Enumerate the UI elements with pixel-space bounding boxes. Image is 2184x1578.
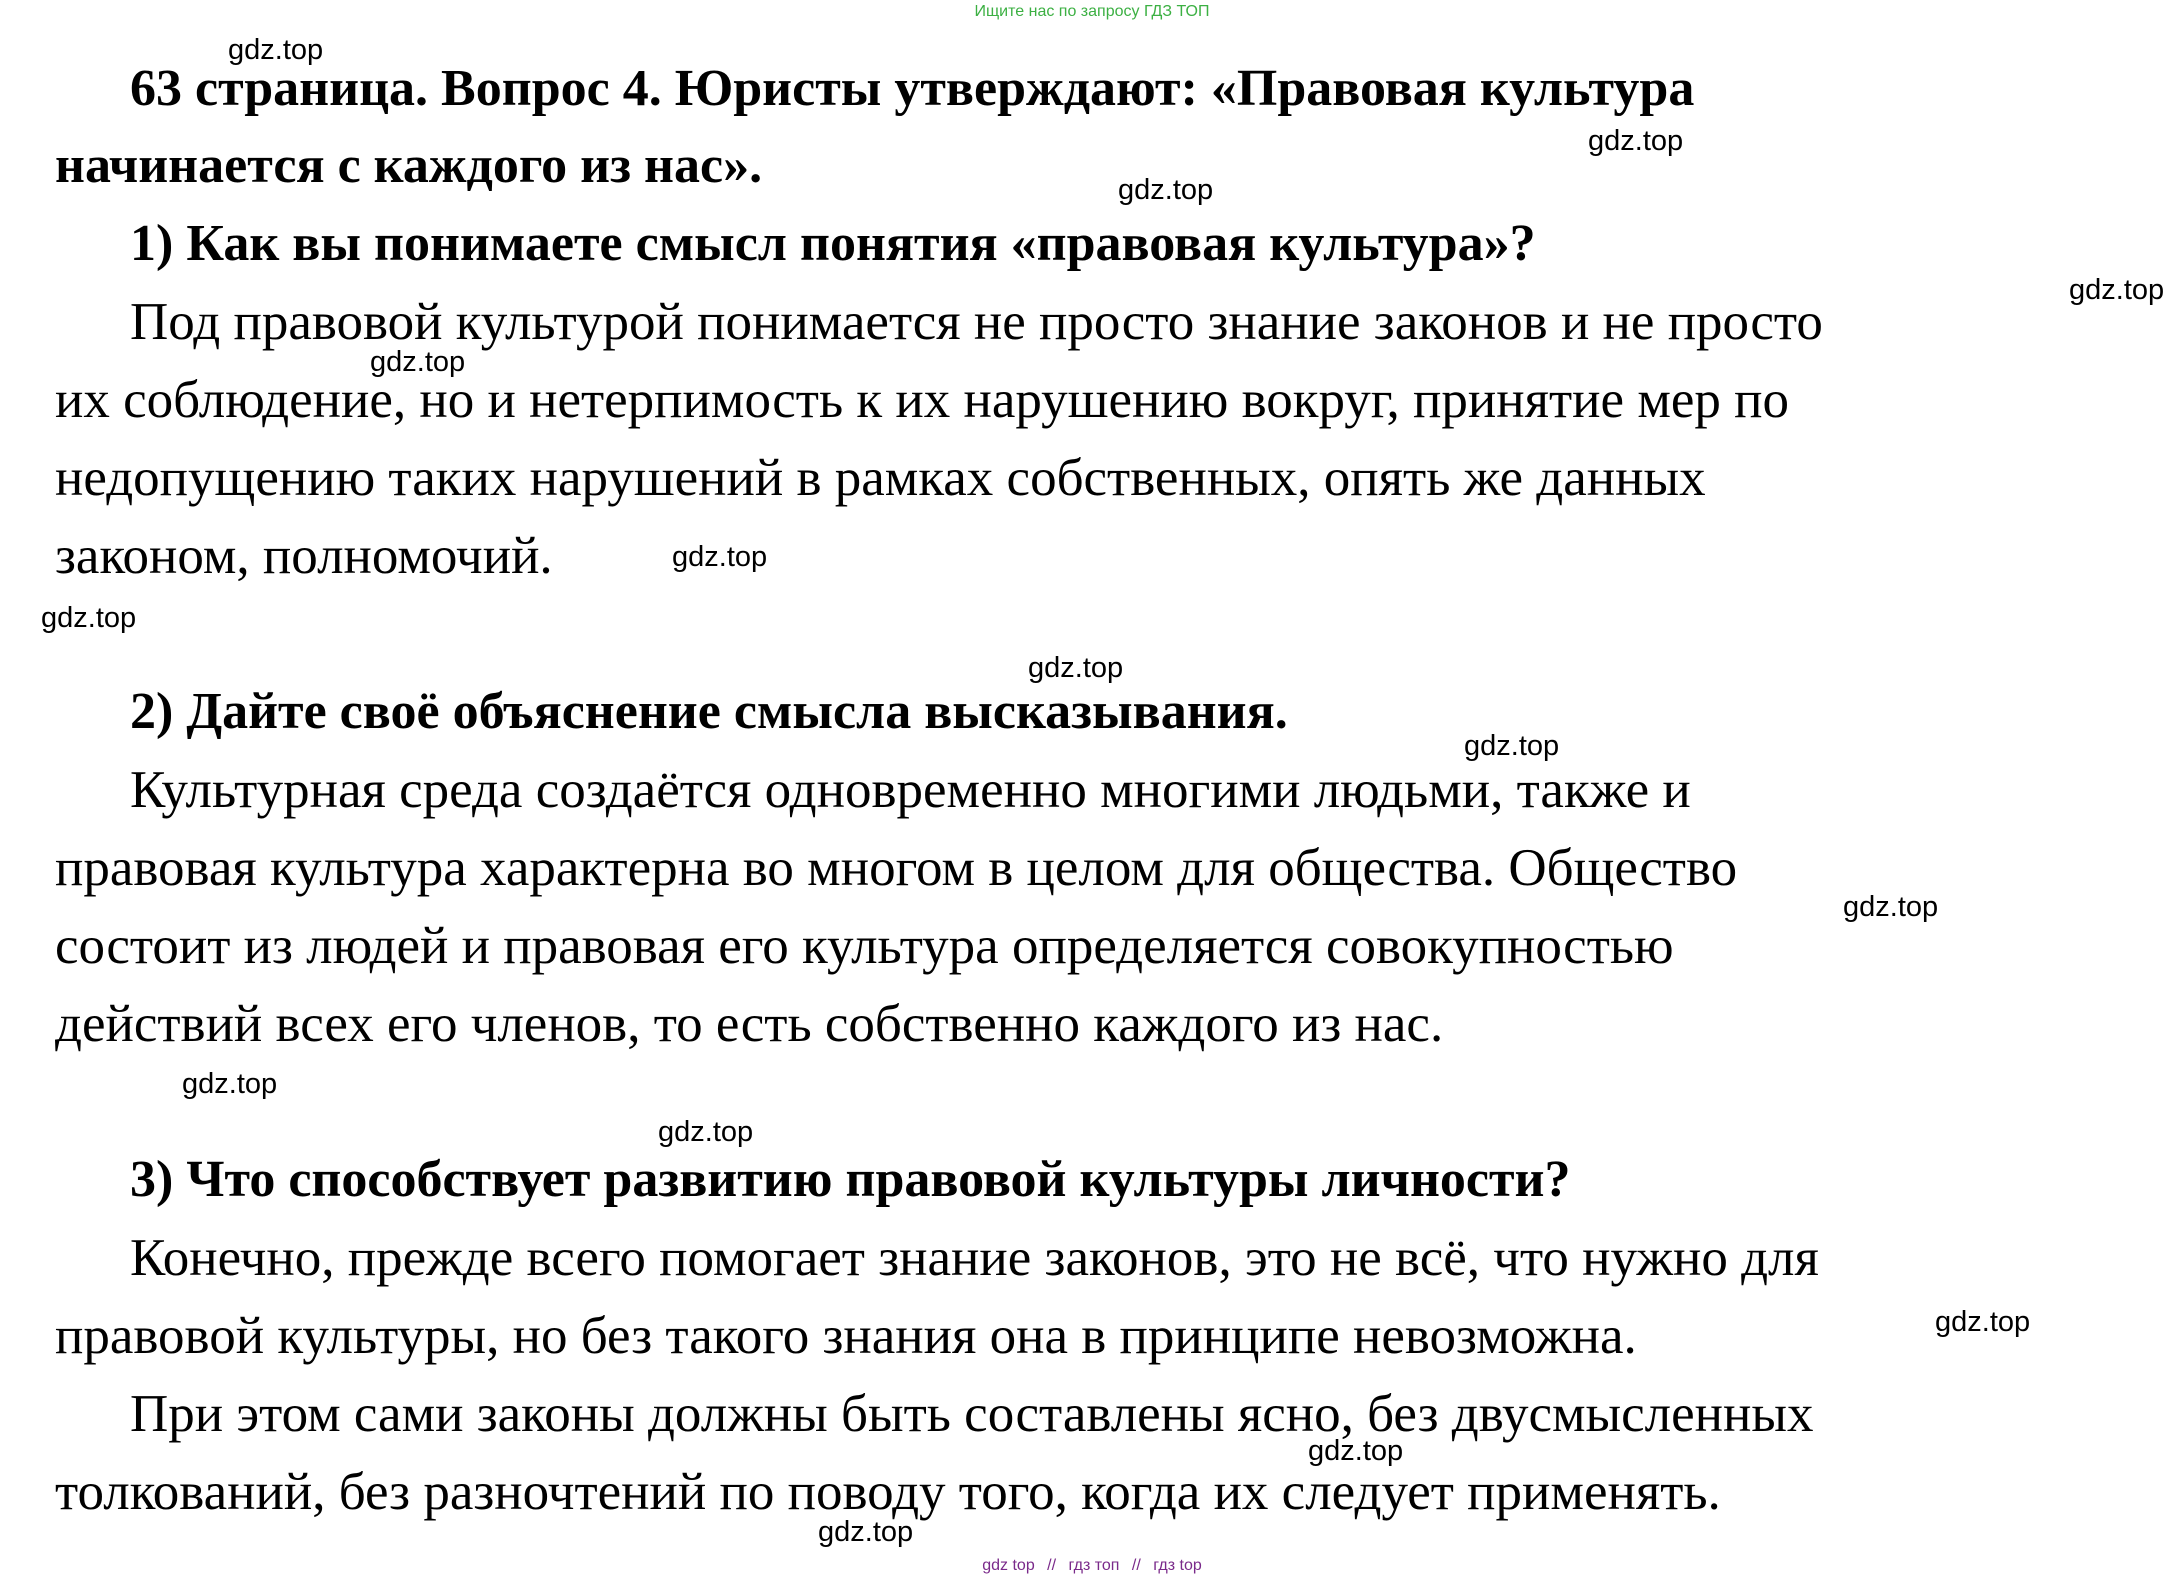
- question-1: 1) Как вы понимаете смысл понятия «правовая культура»?: [130, 215, 1536, 272]
- answer-3-line-2: правовой культуры, но без такого знания она в принципе невозможна.: [55, 1307, 1637, 1365]
- watermark: gdz.top: [2069, 274, 2165, 306]
- top-banner: Ищите нас по запросу ГДЗ ТОП: [974, 3, 1210, 20]
- watermark: gdz.top: [1843, 891, 1939, 923]
- footer-links: [0, 1556, 2184, 1576]
- watermark: gdz.top: [228, 34, 324, 66]
- answer-1-line-2: их соблюдение, но и нетерпимость к их нарушению вокруг, принятие мер по: [55, 371, 1789, 429]
- watermark: gdz.top: [1464, 730, 1560, 762]
- watermark: gdz.top: [1028, 652, 1124, 684]
- footer-separator: //: [1131, 1557, 1141, 1574]
- answer-2-line-2: правовая культура характерна во многом в целом для общества. Общество: [55, 839, 1738, 897]
- watermark: gdz.top: [1588, 125, 1684, 157]
- answer-1-line-3: недопущению таких нарушений в рамках собственных, опять же данных: [55, 449, 1706, 507]
- question-3: 3) Что способствует развитию правовой культуры личности?: [130, 1151, 1571, 1208]
- question-2: 2) Дайте своё объяснение смысла высказывания.: [130, 683, 1288, 740]
- watermark: gdz.top: [1935, 1306, 2031, 1338]
- watermark: gdz.top: [182, 1068, 278, 1100]
- page-heading-line-1: 63 страница. Вопрос 4. Юристы утверждают: «Правовая культура: [130, 60, 1695, 117]
- answer-3-line-4: толкований, без разночтений по поводу того, когда их следует применять.: [55, 1463, 1721, 1521]
- answer-1-line-1: Под правовой культурой понимается не просто знание законов и не просто: [130, 293, 1823, 351]
- watermark: gdz.top: [1308, 1435, 1404, 1467]
- watermark: gdz.top: [672, 541, 768, 573]
- footer-separator: //: [1047, 1557, 1057, 1574]
- footer-link-3[interactable]: гдз top: [1153, 1557, 1202, 1574]
- answer-2-line-1: Культурная среда создаётся одновременно многими людьми, также и: [130, 761, 1691, 819]
- answer-2-line-3: состоит из людей и правовая его культура определяется совокупностью: [55, 917, 1674, 975]
- watermark: gdz.top: [41, 602, 137, 634]
- answer-1-line-4: законом, полномочий.: [55, 527, 553, 585]
- watermark: gdz.top: [818, 1516, 914, 1548]
- watermark: gdz.top: [370, 346, 466, 378]
- footer-link-1[interactable]: gdz top: [982, 1557, 1035, 1574]
- page-heading-line-2: начинается с каждого из нас».: [55, 137, 763, 194]
- answer-3-line-1: Конечно, прежде всего помогает знание законов, это не всё, что нужно для: [130, 1229, 1819, 1287]
- answer-2-line-4: действий всех его членов, то есть собственно каждого из нас.: [55, 995, 1444, 1053]
- watermark: gdz.top: [658, 1116, 754, 1148]
- answer-3-line-3: При этом сами законы должны быть составлены ясно, без двусмысленных: [130, 1385, 1814, 1443]
- footer-link-2[interactable]: гдз топ: [1068, 1557, 1120, 1574]
- watermark: gdz.top: [1118, 174, 1214, 206]
